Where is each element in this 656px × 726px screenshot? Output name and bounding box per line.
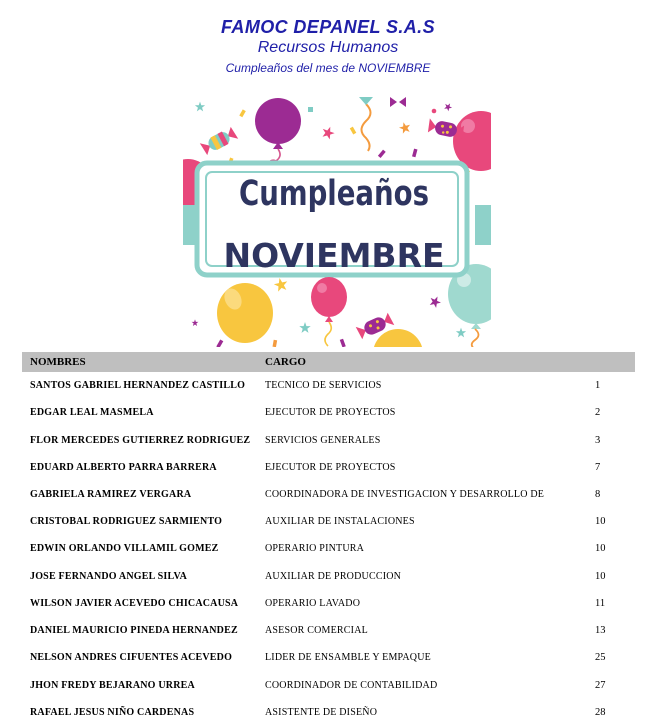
employee-role: OPERARIO LAVADO — [265, 597, 361, 609]
banner-frame-tab — [475, 205, 491, 245]
confetti-icon — [390, 97, 406, 107]
employee-role: AUXILIAR DE INSTALACIONES — [265, 516, 415, 528]
employee-name: SANTOS GABRIEL HERNANDEZ CASTILLO — [30, 380, 246, 392]
table-row — [22, 372, 635, 399]
birthday-banner-image — [183, 97, 491, 347]
birthday-day: 10 — [595, 543, 606, 555]
birthday-day: 8 — [595, 488, 601, 500]
employee-name: EDUARD ALBERTO PARRA BARRERA — [30, 461, 217, 473]
company-name: FAMOC DEPANEL S.A.S — [221, 17, 435, 37]
confetti-icon — [412, 149, 417, 158]
employee-name: FLOR MERCEDES GUTIERREZ RODRIGUEZ — [30, 434, 251, 446]
table-row — [22, 399, 635, 426]
employee-role: SERVICIOS GENERALES — [265, 434, 381, 446]
report-subtitle: Cumpleaños del mes de NOVIEMBRE — [225, 61, 431, 75]
table-row — [22, 535, 635, 562]
star-icon — [273, 277, 289, 293]
employee-role: TECNICO DE SERVICIOS — [265, 380, 382, 392]
table-body — [22, 372, 635, 726]
star-icon — [456, 328, 466, 338]
employee-role: LIDER DE ENSAMBLE Y EMPAQUE — [265, 652, 431, 664]
letterhead — [0, 17, 656, 75]
balloon-icon — [373, 329, 423, 347]
birthday-day: 25 — [595, 652, 606, 664]
confetti-icon — [340, 339, 346, 347]
star-icon — [398, 121, 412, 134]
employee-name: CRISTOBAL RODRIGUEZ SARMIENTO — [30, 516, 223, 528]
column-header-cargo: CARGO — [265, 356, 306, 368]
employee-name: WILSON JAVIER ACEVEDO CHICACAUSA — [30, 597, 239, 609]
table-row — [22, 454, 635, 481]
star-icon — [192, 319, 199, 326]
employee-role: EJECUTOR DE PROYECTOS — [265, 461, 396, 473]
banner-month: NOVIEMBRE — [223, 236, 445, 275]
employee-role: COORDINADOR DE CONTABILIDAD — [265, 679, 438, 691]
employee-role: COORDINADORA DE INVESTIGACION Y DESARROLLO DE — [265, 488, 545, 500]
employee-role: EJECUTOR DE PROYECTOS — [265, 407, 396, 419]
table-row — [22, 563, 635, 590]
table-row — [22, 671, 635, 698]
confetti-icon — [239, 109, 246, 117]
confetti-icon — [216, 340, 223, 347]
employee-name: JOSE FERNANDO ANGEL SILVA — [30, 570, 187, 582]
birthday-day: 1 — [595, 380, 601, 392]
employee-role: ASESOR COMERCIAL — [265, 625, 368, 637]
balloon-icon — [255, 98, 301, 170]
employee-role: ASISTENTE DE DISEÑO — [265, 706, 378, 718]
star-icon — [320, 125, 336, 141]
table-header-row — [22, 352, 635, 372]
employee-name: JHON FREDY BEJARANO URREA — [30, 679, 195, 691]
employee-name: EDWIN ORLANDO VILLAMIL GOMEZ — [30, 543, 219, 555]
employee-name: GABRIELA RAMIREZ VERGARA — [30, 488, 192, 500]
birthday-day: 10 — [595, 516, 606, 528]
table-row — [22, 617, 635, 644]
star-icon — [443, 101, 454, 112]
employee-name: EDGAR LEAL MASMELA — [30, 407, 154, 419]
birthday-day: 11 — [595, 597, 606, 609]
confetti-icon — [273, 340, 278, 347]
banner-title: Cumpleaños — [239, 174, 429, 214]
birthday-day: 10 — [595, 570, 606, 582]
balloon-icon — [311, 277, 347, 346]
column-header-nombres: NOMBRES — [30, 356, 86, 368]
star-icon — [299, 322, 310, 333]
star-icon — [195, 102, 205, 112]
table-row — [22, 426, 635, 453]
employee-name: NELSON ANDRES CIFUENTES ACEVEDO — [30, 652, 233, 664]
birthday-day: 7 — [595, 461, 601, 473]
employee-role: AUXILIAR DE PRODUCCION — [265, 570, 402, 582]
birthday-day: 27 — [595, 679, 606, 691]
confetti-icon — [432, 109, 437, 114]
confetti-icon — [378, 150, 386, 158]
department-name: Recursos Humanos — [257, 39, 399, 56]
table-row — [22, 590, 635, 617]
streamer-icon — [359, 97, 373, 151]
employee-name: RAFAEL JESUS NIÑO CARDENAS — [30, 706, 195, 718]
employee-name: DANIEL MAURICIO PINEDA HERNANDEZ — [30, 625, 238, 637]
birthday-day: 3 — [595, 434, 601, 446]
table-row — [22, 699, 635, 726]
confetti-icon — [308, 107, 313, 112]
confetti-icon — [350, 127, 357, 135]
birthday-day: 28 — [595, 706, 606, 718]
table-row — [22, 508, 635, 535]
star-icon — [428, 294, 443, 309]
balloon-icon — [217, 283, 273, 343]
candy-icon — [200, 126, 238, 155]
table-row — [22, 481, 635, 508]
employee-role: OPERARIO PINTURA — [265, 543, 365, 555]
birthday-day: 2 — [595, 407, 601, 419]
table-row — [22, 644, 635, 671]
birthday-day: 13 — [595, 625, 606, 637]
